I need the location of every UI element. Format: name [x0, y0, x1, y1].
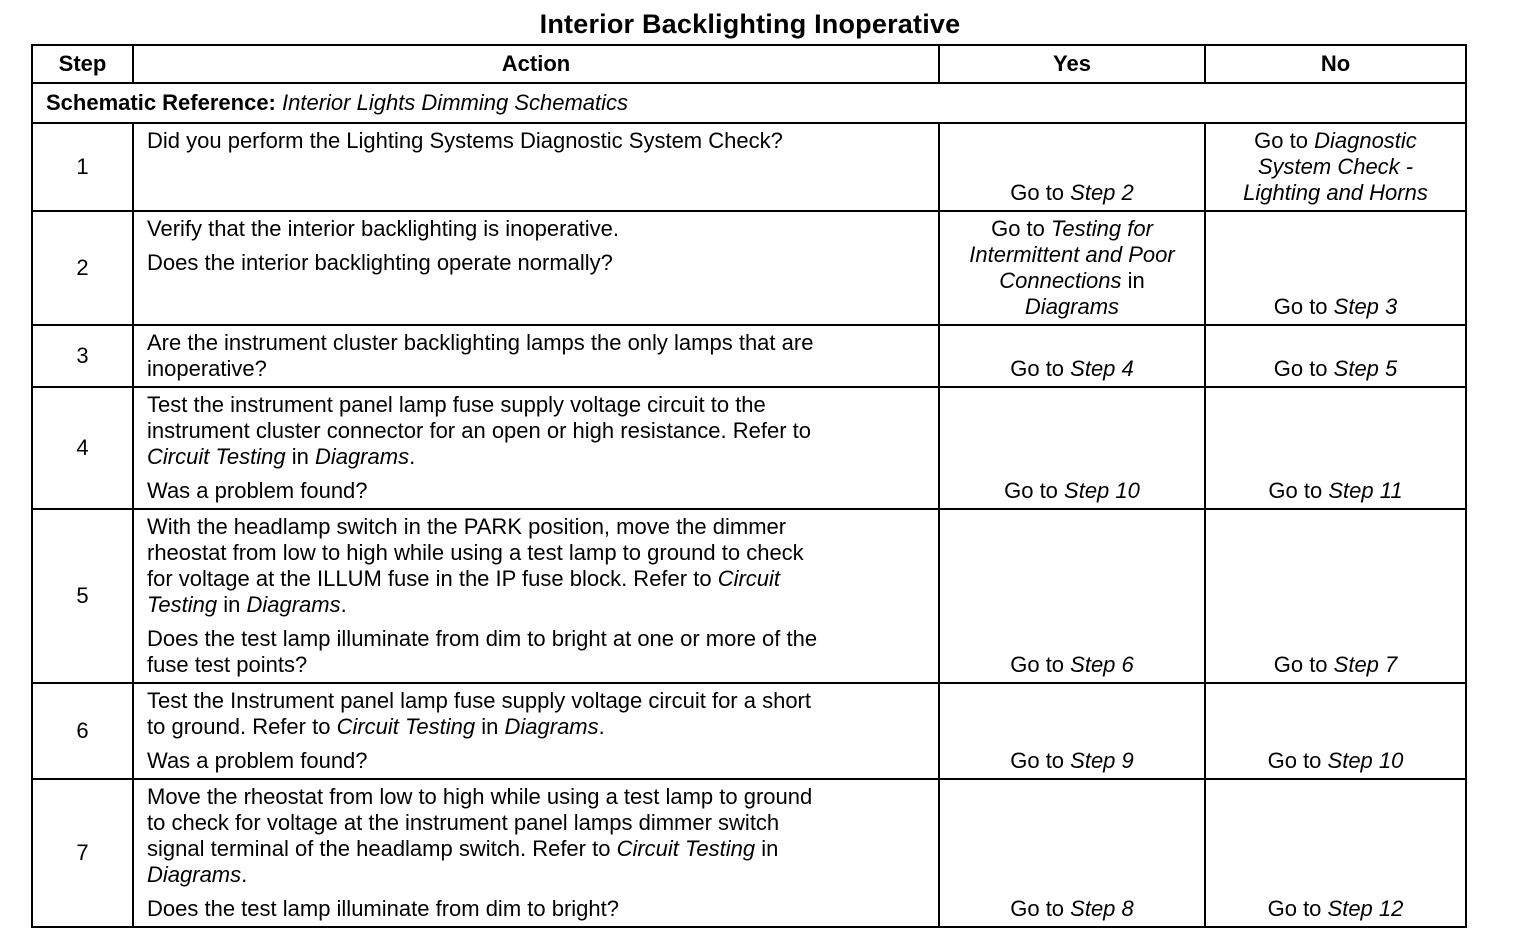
yes-cell: [939, 683, 1205, 779]
no-step-link: Step 11: [1328, 478, 1403, 503]
no-step-link: Step 12: [1327, 896, 1404, 921]
action-reference: [147, 592, 928, 618]
step-number: 2: [32, 211, 133, 325]
step-number: 7: [32, 779, 133, 927]
yes-link-part2: Intermittent and Poor: [969, 242, 1175, 267]
table-row: [32, 779, 1466, 927]
action-text: to check for voltage at the instrument panel lamps dimmer switch: [147, 810, 780, 835]
action-reference: [147, 862, 928, 888]
action-cell: [133, 683, 939, 779]
step-number: 4: [32, 387, 133, 509]
action-cell: [133, 387, 939, 509]
no-prefix: Go to: [1273, 294, 1334, 319]
table-row: [32, 509, 1466, 683]
yes-step-link: Step 2: [1070, 180, 1134, 205]
action-text: Verify that the interior backlighting is inoperative.: [147, 216, 620, 241]
no-cell: [1205, 123, 1466, 211]
ref-end: .: [340, 592, 347, 617]
yes-prefix: Go to: [1010, 180, 1071, 205]
diagnostic-table: [31, 44, 1467, 928]
question-text: Does the interior backlighting operate normally?: [147, 250, 613, 275]
action-cell: [133, 509, 939, 683]
yes-step-link: Step 6: [1070, 652, 1134, 677]
question-text: Was a problem found?: [147, 748, 368, 773]
ref-link: Circuit Testing: [336, 714, 476, 739]
schematic-reference-row: [32, 83, 1466, 123]
yes-prefix: Go to: [991, 216, 1051, 241]
schematic-reference-cell: [32, 83, 1466, 123]
no-step-link: Step 10: [1327, 748, 1404, 773]
ref-link: Circuit Testing: [147, 444, 286, 469]
no-link-part3: Lighting and Horns: [1243, 180, 1428, 205]
no-cell: [1205, 211, 1466, 325]
yes-link-part4: Diagrams: [1024, 294, 1120, 319]
question-text: Was a problem found?: [147, 478, 368, 503]
ref-connector: in: [755, 836, 779, 861]
action-cell: [133, 779, 939, 927]
no-prefix: Go to: [1267, 896, 1328, 921]
yes-link-part3: Connections: [999, 268, 1122, 293]
action-reference: [147, 714, 928, 740]
no-step-link: Step 5: [1333, 356, 1398, 381]
ref-connector: in: [217, 592, 247, 617]
yes-prefix: Go to: [1004, 478, 1065, 503]
yes-prefix: Go to: [1010, 652, 1071, 677]
yes-step-link: Step 10: [1064, 478, 1140, 503]
yes-link-part1: Testing for: [1051, 216, 1153, 241]
action-text: With the headlamp switch in the PARK position, move the dimmer: [147, 514, 787, 539]
action-cell: [133, 325, 939, 387]
schematic-reference-link: Interior Lights Dimming Schematics: [282, 90, 629, 115]
no-cell: [1205, 387, 1466, 509]
action-text: Did you perform the Lighting Systems Diagnostic System Check?: [147, 128, 783, 153]
action-text: inoperative?: [147, 356, 267, 381]
no-link-part2: System Check -: [1257, 154, 1414, 179]
yes-step-link: Step 4: [1070, 356, 1134, 381]
table-row: [32, 123, 1466, 211]
question-text: Does the test lamp illuminate from dim to bright at one or more of the: [147, 626, 818, 651]
no-cell: [1205, 325, 1466, 387]
action-cell: [133, 211, 939, 325]
no-prefix: Go to: [1267, 748, 1328, 773]
ref-link: Circuit: [717, 566, 781, 591]
ref-link: Testing: [147, 592, 218, 617]
no-cell: [1205, 779, 1466, 927]
ref-connector: in: [475, 714, 505, 739]
no-cell: [1205, 683, 1466, 779]
question-text: Does the test lamp illuminate from dim to bright?: [147, 896, 619, 921]
action-text: rheostat from low to high while using a test lamp to ground to check: [147, 540, 804, 565]
yes-cell: [939, 387, 1205, 509]
table-row: [32, 211, 1466, 325]
ref-connector: in: [285, 444, 315, 469]
ref-link: Circuit Testing: [616, 836, 756, 861]
header-no: No: [1205, 45, 1466, 83]
yes-prefix: Go to: [1010, 748, 1071, 773]
yes-prefix: Go to: [1010, 356, 1071, 381]
no-cell: [1205, 509, 1466, 683]
no-step-link: Step 3: [1333, 294, 1398, 319]
header-yes: Yes: [939, 45, 1205, 83]
ref-link: Diagrams: [147, 862, 242, 887]
no-link-part1: Diagnostic: [1314, 128, 1417, 153]
action-text: Are the instrument cluster backlighting lamps the only lamps that are: [147, 330, 814, 355]
ref-end: .: [409, 444, 416, 469]
ref-end: .: [598, 714, 605, 739]
question-text: fuse test points?: [147, 652, 308, 677]
step-number: 6: [32, 683, 133, 779]
ref-link: Diagrams: [246, 592, 341, 617]
yes-cell: [939, 779, 1205, 927]
no-prefix: Go to: [1268, 478, 1329, 503]
action-text: Test the instrument panel lamp fuse supply voltage circuit to the: [147, 392, 766, 417]
no-prefix: Go to: [1254, 128, 1315, 153]
action-text: [147, 836, 928, 862]
yes-step-link: Step 9: [1070, 748, 1134, 773]
action-text-part: to ground. Refer to: [147, 714, 337, 739]
yes-cell: [939, 509, 1205, 683]
step-number: 5: [32, 509, 133, 683]
no-step-link: Step 7: [1333, 652, 1398, 677]
yes-prefix: Go to: [1010, 896, 1071, 921]
yes-cell: [939, 123, 1205, 211]
yes-cell: [939, 211, 1205, 325]
header-row: [32, 45, 1466, 83]
no-prefix: Go to: [1273, 356, 1334, 381]
ref-link: Diagrams: [314, 444, 410, 469]
ref-end: .: [241, 862, 248, 887]
yes-link-connector: in: [1121, 268, 1145, 293]
action-text: Move the rheostat from low to high while using a test lamp to ground: [147, 784, 813, 809]
table-row: [32, 683, 1466, 779]
action-cell: [133, 123, 939, 211]
table-row: [32, 325, 1466, 387]
page-title: Interior Backlighting Inoperative: [539, 9, 961, 39]
action-text-part: signal terminal of the headlamp switch. Refer to: [147, 836, 617, 861]
header-step: Step: [32, 45, 133, 83]
yes-step-link: Step 8: [1070, 896, 1134, 921]
step-number: 3: [32, 325, 133, 387]
header-action: Action: [133, 45, 939, 83]
table-row: [32, 387, 1466, 509]
ref-link: Diagrams: [504, 714, 599, 739]
no-prefix: Go to: [1273, 652, 1334, 677]
action-reference: [147, 444, 928, 470]
schematic-reference-label: Schematic Reference:: [46, 90, 276, 115]
step-number: 1: [32, 123, 133, 211]
yes-cell: [939, 325, 1205, 387]
action-text: [147, 566, 928, 592]
action-text: Test the Instrument panel lamp fuse supply voltage circuit for a short: [147, 688, 811, 713]
action-text-part: for voltage at the ILLUM fuse in the IP fuse block. Refer to: [147, 566, 718, 591]
action-text: instrument cluster connector for an open or high resistance. Refer to: [147, 418, 812, 443]
